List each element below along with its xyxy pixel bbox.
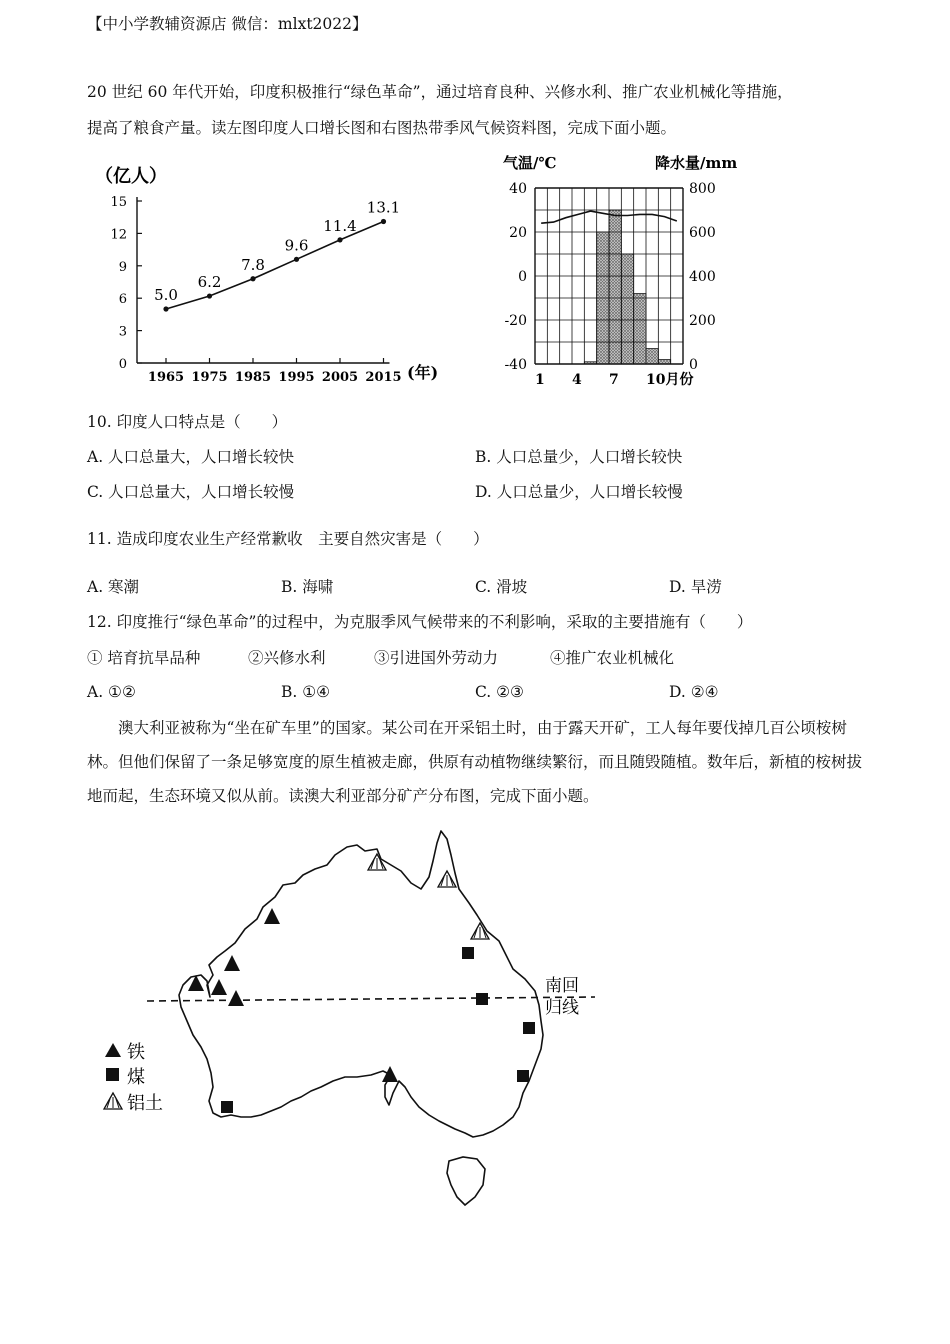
coal-deposit-marker <box>517 1070 529 1082</box>
population-data-point <box>163 306 168 311</box>
bauxite-deposit-marker <box>438 871 456 887</box>
intro1-line2: 提高了粮食产量。读左图印度人口增长图和右图热带季风气候资料图，完成下面小题。 <box>87 119 677 137</box>
population-ylabel: （亿人） <box>95 166 167 187</box>
month-tick-label: 1 <box>535 372 545 388</box>
population-data-label: 11.4 <box>323 216 357 235</box>
temperature-axis-tick-label: 20 <box>509 225 527 241</box>
q12-stem: 12. 印度推行“绿色革命”的过程中，为克服季风气候带来的不利影响，采取的主要措施有（ ） <box>87 613 753 631</box>
population-x-tick-label: 1995 <box>278 370 315 385</box>
q10-option-b[interactable]: B. 人口总量少，人口增长较快 <box>475 448 683 466</box>
q12-item-1: ① 培育抗旱品种 <box>87 649 201 667</box>
precipitation-bar <box>634 294 646 364</box>
precipitation-axis-tick-label: 400 <box>689 269 716 285</box>
climate-chart <box>495 150 755 390</box>
population-data-point <box>250 276 255 281</box>
population-data-label: 13.1 <box>366 198 401 217</box>
iron-deposit-marker <box>264 908 280 924</box>
precipitation-bar <box>646 349 658 364</box>
precipitation-axis-tick-label: 600 <box>689 225 716 241</box>
tropic-label-line1: 南回 <box>545 976 579 996</box>
q12-option-a[interactable]: A. ①② <box>87 683 136 701</box>
climate-left-axis-label: 气温/℃ <box>503 154 557 172</box>
population-data-point <box>337 237 342 242</box>
q11-option-b[interactable]: B. 海啸 <box>281 578 334 596</box>
iron-deposit-marker <box>382 1066 398 1082</box>
legend-bauxite-label: 铝土 <box>127 1093 163 1114</box>
population-y-tick-label: 9 <box>118 259 127 275</box>
population-y-tick-label: 15 <box>110 195 127 210</box>
temperature-axis-tick-label: -40 <box>504 357 527 373</box>
precipitation-axis-tick-label: 200 <box>689 313 716 329</box>
legend-coal-icon <box>106 1068 119 1081</box>
population-x-tick-label: 2015 <box>365 370 402 385</box>
legend-iron-label: 铁 <box>127 1042 145 1063</box>
precipitation-bar <box>621 254 633 364</box>
tropic-of-capricorn-line <box>147 997 595 1001</box>
population-line-chart <box>85 160 455 390</box>
q11-option-a[interactable]: A. 寒潮 <box>87 578 140 596</box>
coal-deposit-marker <box>523 1022 535 1034</box>
month-tick-label: 10月份 <box>646 372 694 388</box>
q12-item-2: ②兴修水利 <box>248 649 326 667</box>
intro2-paragraph: 澳大利亚被称为“坐在矿车里”的国家。某公司在开采铝土时，由于露天开矿，工人每年要伐掉几百公顷桉树林。但他们保留了一条足够宽度的原生植被走廊，供原有动植物继续繁衍，而且随毁随植。数年后，新植的桉树拔地而起，生态环境又似从前。读澳大利亚部分矿产分布图，完成下面小题。 <box>87 719 863 805</box>
population-data-label: 6.2 <box>197 273 222 292</box>
q10-option-d[interactable]: D. 人口总量少，人口增长较慢 <box>475 483 683 501</box>
bauxite-deposit-marker <box>368 854 386 870</box>
temperature-axis-tick-label: -20 <box>504 313 527 329</box>
climate-right-axis-label: 降水量/mm <box>655 154 738 172</box>
population-x-tick-label: 1975 <box>191 370 228 385</box>
q11-option-c[interactable]: C. 滑坡 <box>475 578 528 596</box>
australia-mineral-map <box>95 825 615 1225</box>
population-x-tick-label: 1985 <box>234 370 272 385</box>
population-xlabel: (年) <box>407 363 439 382</box>
q10-option-c[interactable]: C. 人口总量大，人口增长较慢 <box>87 483 295 501</box>
intro1-line1: 20 世纪 60 年代开始，印度积极推行“绿色革命”，通过培育良种、兴修水利、推广农业机械化等措施， <box>87 83 793 101</box>
iron-deposit-marker <box>224 955 240 971</box>
q10-stem: 10. 印度人口特点是（ ） <box>87 413 288 431</box>
q12-option-d[interactable]: D. ②④ <box>669 683 719 701</box>
header-watermark: 【中小学教辅资源店 微信：mlxt2022】 <box>87 15 368 33</box>
coal-deposit-marker <box>221 1101 233 1113</box>
q12-item-3: ③引进国外劳动力 <box>374 649 499 667</box>
population-data-point <box>207 293 212 298</box>
tropic-label-line2: 归线 <box>545 998 579 1018</box>
temperature-axis-tick-label: 40 <box>509 181 527 197</box>
precipitation-axis-tick-label: 800 <box>689 181 716 197</box>
temperature-axis-tick-label: 0 <box>518 269 527 285</box>
population-data-label: 5.0 <box>154 286 178 304</box>
q12-option-c[interactable]: C. ②③ <box>475 683 524 701</box>
q11-option-d[interactable]: D. 旱涝 <box>669 578 722 596</box>
population-data-label: 7.8 <box>241 255 265 274</box>
q11-stem: 11. 造成印度农业生产经常歉收 主要自然灾害是（ ） <box>87 530 489 548</box>
month-tick-label: 7 <box>609 372 619 388</box>
population-x-tick-label: 2005 <box>321 370 359 385</box>
australia-outline <box>179 831 543 1137</box>
population-data-point <box>381 219 386 224</box>
population-x-tick-label: 1965 <box>147 370 185 385</box>
precipitation-bar <box>609 210 621 364</box>
coal-deposit-marker <box>476 993 488 1005</box>
coal-deposit-marker <box>462 947 474 959</box>
tasmania-outline <box>447 1157 485 1205</box>
month-tick-label: 4 <box>572 372 582 388</box>
population-y-tick-label: 0 <box>118 357 127 372</box>
legend-coal-label: 煤 <box>127 1067 145 1088</box>
legend-iron-icon <box>105 1043 121 1057</box>
q12-item-4: ④推广农业机械化 <box>550 649 675 667</box>
iron-deposit-marker <box>228 990 244 1006</box>
population-y-tick-label: 3 <box>118 324 127 340</box>
iron-deposit-marker <box>211 979 227 995</box>
q12-option-b[interactable]: B. ①④ <box>281 683 331 701</box>
population-y-tick-label: 12 <box>110 227 127 243</box>
population-data-label: 9.6 <box>284 236 309 255</box>
q10-option-a[interactable]: A. 人口总量大，人口增长较快 <box>87 448 295 466</box>
precipitation-axis-tick-label: 0 <box>689 357 698 373</box>
population-y-tick-label: 6 <box>118 292 127 308</box>
legend-bauxite-icon <box>104 1093 122 1109</box>
population-data-point <box>294 257 299 262</box>
